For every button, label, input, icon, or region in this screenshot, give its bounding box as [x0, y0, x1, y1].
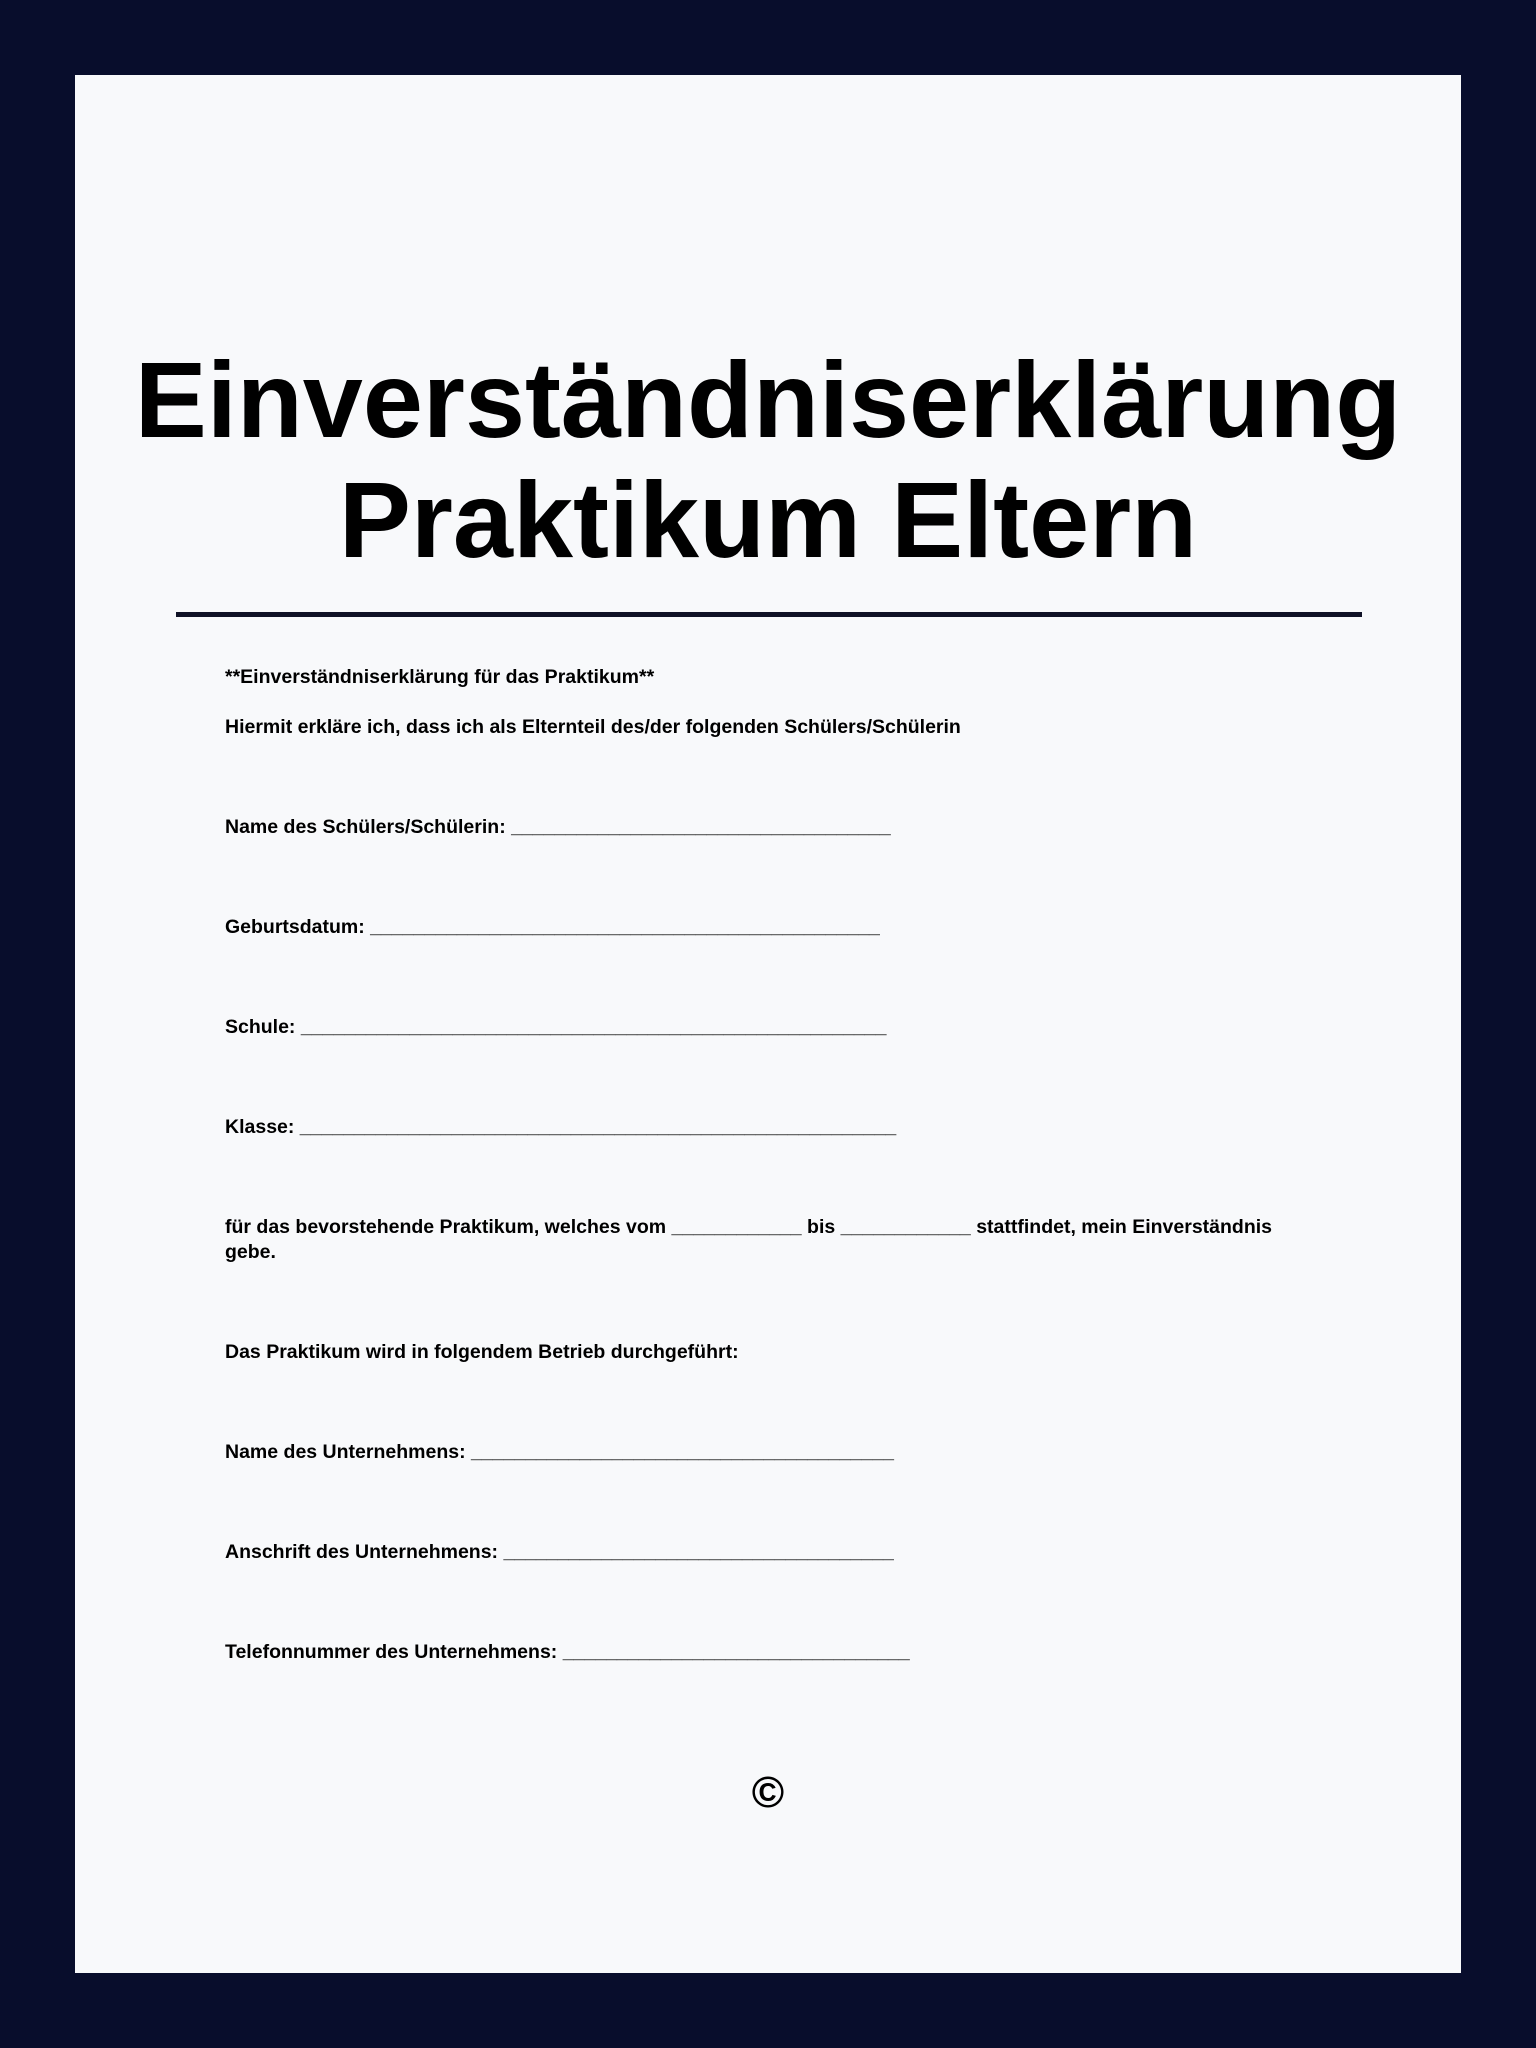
- student-name-field: Name des Schülers/Schülerin: ___________________________________: [225, 816, 891, 838]
- company-intro: Das Praktikum wird in folgendem Betrieb durchgeführt:: [225, 1341, 739, 1363]
- class-field: Klasse: _______________________________________________________: [225, 1116, 897, 1138]
- form-heading: **Einverständniserklärung für das Praktikum**: [225, 666, 655, 688]
- company-address-field: Anschrift des Unternehmens: ____________________________________: [225, 1541, 894, 1563]
- school-field: Schule: ______________________________________________________: [225, 1016, 887, 1038]
- company-phone-field: Telefonnummer des Unternehmens: ________________________________: [225, 1641, 910, 1663]
- title-divider: [176, 612, 1362, 617]
- title-line-2: Praktikum Eltern: [338, 459, 1198, 580]
- consent-paragraph: für das bevorstehende Praktikum, welches vom ____________ bis ____________ stattfindet, mein Einverständnis gebe.: [225, 1216, 1278, 1263]
- company-name-field: Name des Unternehmens: _______________________________________: [225, 1441, 894, 1463]
- title-line-1: Einverständniserklärung: [134, 339, 1402, 460]
- intro-text: Hiermit erkläre ich, dass ich als Elternteil des/der folgenden Schülers/Schülerin: [225, 716, 961, 738]
- copyright-icon: ©: [751, 1768, 785, 1817]
- document-page: [75, 75, 1461, 1973]
- document-title: [75, 340, 1461, 580]
- birthdate-field: Geburtsdatum: _______________________________________________: [225, 916, 880, 938]
